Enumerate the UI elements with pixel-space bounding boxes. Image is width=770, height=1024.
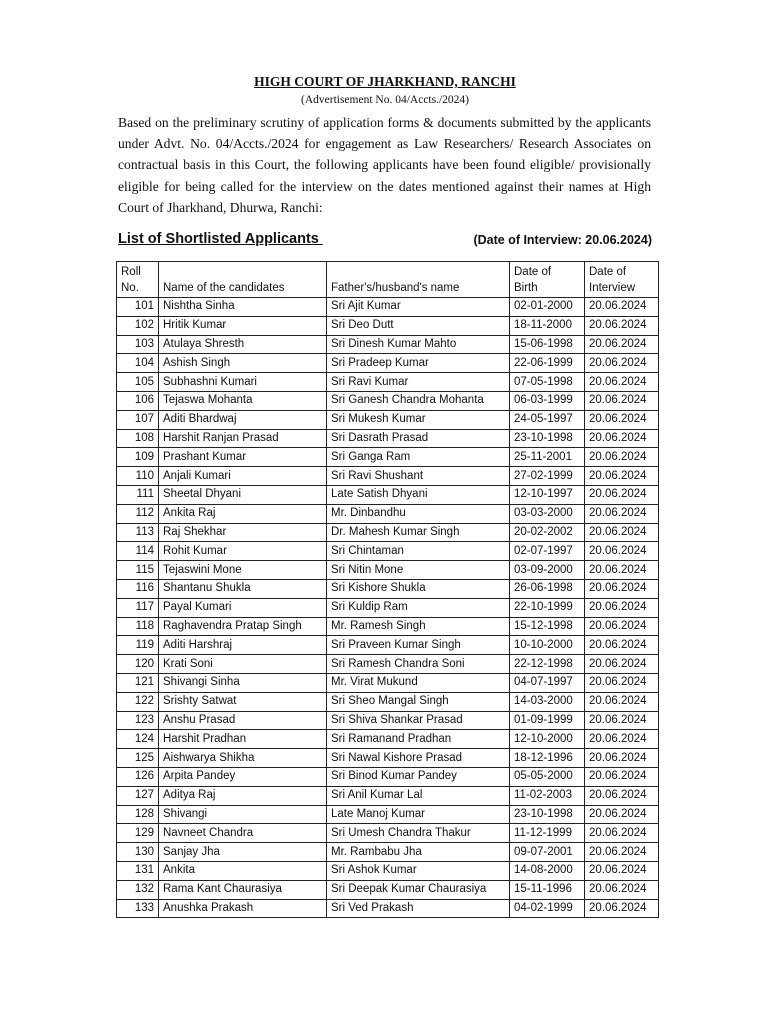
- table-row: [117, 861, 659, 880]
- cell-father-name: Sri Ravi Kumar: [327, 373, 510, 392]
- cell-date-of-interview: 20.06.2024: [585, 485, 659, 504]
- cell-date-of-birth: 15-12-1998: [510, 617, 585, 636]
- cell-date-of-birth: 12-10-2000: [510, 730, 585, 749]
- cell-date-of-interview: 20.06.2024: [585, 335, 659, 354]
- cell-candidate-name: Prashant Kumar: [159, 448, 327, 467]
- cell-candidate-name: Shivangi Sinha: [159, 673, 327, 692]
- interview-date: (Date of Interview: 20.06.2024): [473, 233, 652, 247]
- cell-date-of-birth: 18-11-2000: [510, 316, 585, 335]
- cell-date-of-birth: 27-02-1999: [510, 467, 585, 486]
- cell-father-name: Sri Kuldip Ram: [327, 598, 510, 617]
- table-row: [117, 523, 659, 542]
- cell-date-of-interview: 20.06.2024: [585, 767, 659, 786]
- cell-date-of-interview: 20.06.2024: [585, 598, 659, 617]
- cell-date-of-interview: 20.06.2024: [585, 861, 659, 880]
- cell-roll-no: 112: [117, 504, 159, 523]
- cell-date-of-interview: 20.06.2024: [585, 749, 659, 768]
- cell-roll-no: 127: [117, 786, 159, 805]
- table-row: [117, 711, 659, 730]
- cell-date-of-interview: 20.06.2024: [585, 786, 659, 805]
- cell-date-of-interview: 20.06.2024: [585, 561, 659, 580]
- cell-father-name: Sri Ved Prakash: [327, 899, 510, 918]
- cell-roll-no: 117: [117, 598, 159, 617]
- table-row: [117, 448, 659, 467]
- intro-paragraph: Based on the preliminary scrutiny of application forms & documents submitted by the applicants under Advt. No. 04/Accts./2024 for engagement as Law Researchers/ Research Associates on contractual basis in this Court, the following applicants have been found eligible/ provisionally eligible for being called for the interview on the dates mentioned against their names at High Court of Jharkhand, Dhurwa, Ranchi:: [118, 115, 651, 215]
- cell-candidate-name: Arpita Pandey: [159, 767, 327, 786]
- cell-roll-no: 118: [117, 617, 159, 636]
- cell-candidate-name: Tejaswa Mohanta: [159, 391, 327, 410]
- cell-candidate-name: Shantanu Shukla: [159, 579, 327, 598]
- cell-father-name: Mr. Dinbandhu: [327, 504, 510, 523]
- cell-roll-no: 120: [117, 655, 159, 674]
- header-date-of-birth: Date of Birth: [510, 262, 585, 298]
- cell-date-of-interview: 20.06.2024: [585, 711, 659, 730]
- cell-roll-no: 125: [117, 749, 159, 768]
- cell-father-name: Dr. Mahesh Kumar Singh: [327, 523, 510, 542]
- cell-roll-no: 109: [117, 448, 159, 467]
- cell-date-of-birth: 02-07-1997: [510, 542, 585, 561]
- cell-date-of-birth: 01-09-1999: [510, 711, 585, 730]
- cell-roll-no: 121: [117, 673, 159, 692]
- cell-roll-no: 107: [117, 410, 159, 429]
- cell-date-of-interview: 20.06.2024: [585, 880, 659, 899]
- cell-roll-no: 119: [117, 636, 159, 655]
- cell-father-name: Sri Ajit Kumar: [327, 298, 510, 317]
- cell-candidate-name: Hritik Kumar: [159, 316, 327, 335]
- cell-date-of-birth: 22-06-1999: [510, 354, 585, 373]
- cell-date-of-interview: 20.06.2024: [585, 373, 659, 392]
- cell-father-name: Sri Ganesh Chandra Mohanta: [327, 391, 510, 410]
- cell-father-name: Sri Umesh Chandra Thakur: [327, 824, 510, 843]
- table-row: [117, 636, 659, 655]
- cell-date-of-interview: 20.06.2024: [585, 354, 659, 373]
- cell-father-name: Mr. Rambabu Jha: [327, 843, 510, 862]
- cell-date-of-interview: 20.06.2024: [585, 410, 659, 429]
- cell-date-of-birth: 03-09-2000: [510, 561, 585, 580]
- cell-father-name: Sri Anil Kumar Lal: [327, 786, 510, 805]
- cell-date-of-interview: 20.06.2024: [585, 448, 659, 467]
- cell-date-of-interview: 20.06.2024: [585, 805, 659, 824]
- table-row: [117, 655, 659, 674]
- cell-father-name: Late Satish Dhyani: [327, 485, 510, 504]
- table-row: [117, 542, 659, 561]
- cell-roll-no: 101: [117, 298, 159, 317]
- cell-candidate-name: Srishty Satwat: [159, 692, 327, 711]
- cell-date-of-birth: 22-12-1998: [510, 655, 585, 674]
- table-row: [117, 298, 659, 317]
- cell-date-of-birth: 14-08-2000: [510, 861, 585, 880]
- cell-candidate-name: Shivangi: [159, 805, 327, 824]
- cell-roll-no: 103: [117, 335, 159, 354]
- cell-date-of-interview: 20.06.2024: [585, 316, 659, 335]
- cell-date-of-interview: 20.06.2024: [585, 579, 659, 598]
- cell-date-of-birth: 24-05-1997: [510, 410, 585, 429]
- cell-candidate-name: Sanjay Jha: [159, 843, 327, 862]
- table-row: [117, 730, 659, 749]
- cell-date-of-interview: 20.06.2024: [585, 824, 659, 843]
- cell-father-name: Sri Deepak Kumar Chaurasiya: [327, 880, 510, 899]
- cell-roll-no: 111: [117, 485, 159, 504]
- cell-date-of-interview: 20.06.2024: [585, 843, 659, 862]
- cell-father-name: Sri Sheo Mangal Singh: [327, 692, 510, 711]
- table-row: [117, 880, 659, 899]
- cell-roll-no: 130: [117, 843, 159, 862]
- cell-date-of-birth: 20-02-2002: [510, 523, 585, 542]
- cell-date-of-interview: 20.06.2024: [585, 298, 659, 317]
- cell-date-of-birth: 06-03-1999: [510, 391, 585, 410]
- cell-date-of-birth: 11-02-2003: [510, 786, 585, 805]
- cell-roll-no: 129: [117, 824, 159, 843]
- cell-father-name: Sri Pradeep Kumar: [327, 354, 510, 373]
- cell-roll-no: 122: [117, 692, 159, 711]
- court-title: HIGH COURT OF JHARKHAND, RANCHI: [254, 74, 516, 89]
- cell-roll-no: 133: [117, 899, 159, 918]
- cell-father-name: Sri Chintaman: [327, 542, 510, 561]
- cell-candidate-name: Aishwarya Shikha: [159, 749, 327, 768]
- table-row: [117, 485, 659, 504]
- cell-father-name: Late Manoj Kumar: [327, 805, 510, 824]
- cell-candidate-name: Payal Kumari: [159, 598, 327, 617]
- cell-date-of-interview: 20.06.2024: [585, 692, 659, 711]
- cell-date-of-birth: 23-10-1998: [510, 805, 585, 824]
- cell-candidate-name: Ankita: [159, 861, 327, 880]
- cell-father-name: Sri Ramanand Pradhan: [327, 730, 510, 749]
- cell-candidate-name: Subhashni Kumari: [159, 373, 327, 392]
- cell-candidate-name: Anjali Kumari: [159, 467, 327, 486]
- cell-date-of-birth: 11-12-1999: [510, 824, 585, 843]
- cell-candidate-name: Krati Soni: [159, 655, 327, 674]
- table-row: [117, 373, 659, 392]
- table-row: [117, 504, 659, 523]
- cell-date-of-birth: 25-11-2001: [510, 448, 585, 467]
- cell-father-name: Sri Mukesh Kumar: [327, 410, 510, 429]
- cell-roll-no: 104: [117, 354, 159, 373]
- cell-date-of-birth: 04-07-1997: [510, 673, 585, 692]
- cell-father-name: Sri Nawal Kishore Prasad: [327, 749, 510, 768]
- cell-father-name: Sri Ashok Kumar: [327, 861, 510, 880]
- cell-candidate-name: Navneet Chandra: [159, 824, 327, 843]
- cell-date-of-interview: 20.06.2024: [585, 429, 659, 448]
- cell-date-of-birth: 07-05-1998: [510, 373, 585, 392]
- cell-roll-no: 131: [117, 861, 159, 880]
- cell-date-of-birth: 14-03-2000: [510, 692, 585, 711]
- table-row: [117, 598, 659, 617]
- table-row: [117, 429, 659, 448]
- table-row: [117, 335, 659, 354]
- header-roll-no: Roll No.: [117, 262, 159, 298]
- cell-date-of-birth: 12-10-1997: [510, 485, 585, 504]
- cell-date-of-birth: 23-10-1998: [510, 429, 585, 448]
- cell-candidate-name: Anushka Prakash: [159, 899, 327, 918]
- cell-father-name: Sri Shiva Shankar Prasad: [327, 711, 510, 730]
- cell-date-of-interview: 20.06.2024: [585, 899, 659, 918]
- cell-date-of-interview: 20.06.2024: [585, 655, 659, 674]
- cell-date-of-interview: 20.06.2024: [585, 673, 659, 692]
- cell-candidate-name: Ashish Singh: [159, 354, 327, 373]
- table-row: [117, 617, 659, 636]
- cell-date-of-interview: 20.06.2024: [585, 617, 659, 636]
- list-heading: List of Shortlisted Applicants: [118, 231, 323, 247]
- cell-candidate-name: Rohit Kumar: [159, 542, 327, 561]
- cell-candidate-name: Raghavendra Pratap Singh: [159, 617, 327, 636]
- cell-father-name: Sri Ganga Ram: [327, 448, 510, 467]
- cell-candidate-name: Aditya Raj: [159, 786, 327, 805]
- table-row: [117, 410, 659, 429]
- cell-date-of-interview: 20.06.2024: [585, 730, 659, 749]
- cell-date-of-birth: 10-10-2000: [510, 636, 585, 655]
- cell-candidate-name: Nishtha Sinha: [159, 298, 327, 317]
- cell-father-name: Mr. Virat Mukund: [327, 673, 510, 692]
- cell-candidate-name: Aditi Harshraj: [159, 636, 327, 655]
- cell-candidate-name: Harshit Pradhan: [159, 730, 327, 749]
- header-date-of-interview: Date of Interview: [585, 262, 659, 298]
- cell-candidate-name: Sheetal Dhyani: [159, 485, 327, 504]
- cell-roll-no: 115: [117, 561, 159, 580]
- table-row: [117, 579, 659, 598]
- cell-candidate-name: Anshu Prasad: [159, 711, 327, 730]
- cell-candidate-name: Atulaya Shresth: [159, 335, 327, 354]
- cell-roll-no: 126: [117, 767, 159, 786]
- cell-roll-no: 102: [117, 316, 159, 335]
- cell-roll-no: 114: [117, 542, 159, 561]
- cell-roll-no: 106: [117, 391, 159, 410]
- table-row: [117, 843, 659, 862]
- cell-date-of-birth: 22-10-1999: [510, 598, 585, 617]
- cell-father-name: Sri Ramesh Chandra Soni: [327, 655, 510, 674]
- cell-candidate-name: Rama Kant Chaurasiya: [159, 880, 327, 899]
- cell-father-name: Mr. Ramesh Singh: [327, 617, 510, 636]
- table-row: [117, 467, 659, 486]
- table-row: [117, 561, 659, 580]
- cell-date-of-birth: 04-02-1999: [510, 899, 585, 918]
- cell-father-name: Sri Ravi Shushant: [327, 467, 510, 486]
- advertisement-number: (Advertisement No. 04/Accts./2024): [301, 94, 469, 106]
- cell-date-of-interview: 20.06.2024: [585, 636, 659, 655]
- cell-father-name: Sri Kishore Shukla: [327, 579, 510, 598]
- table-row: [117, 692, 659, 711]
- cell-father-name: Sri Binod Kumar Pandey: [327, 767, 510, 786]
- cell-date-of-birth: 26-06-1998: [510, 579, 585, 598]
- table-header-row: [117, 262, 659, 298]
- cell-date-of-birth: 15-11-1996: [510, 880, 585, 899]
- table-row: [117, 316, 659, 335]
- cell-roll-no: 123: [117, 711, 159, 730]
- cell-date-of-interview: 20.06.2024: [585, 391, 659, 410]
- table-row: [117, 767, 659, 786]
- cell-roll-no: 124: [117, 730, 159, 749]
- table-row: [117, 673, 659, 692]
- cell-date-of-interview: 20.06.2024: [585, 504, 659, 523]
- cell-date-of-interview: 20.06.2024: [585, 467, 659, 486]
- cell-father-name: Sri Praveen Kumar Singh: [327, 636, 510, 655]
- cell-father-name: Sri Deo Dutt: [327, 316, 510, 335]
- cell-candidate-name: Raj Shekhar: [159, 523, 327, 542]
- cell-roll-no: 132: [117, 880, 159, 899]
- table-row: [117, 824, 659, 843]
- cell-date-of-birth: 02-01-2000: [510, 298, 585, 317]
- table-row: [117, 391, 659, 410]
- cell-roll-no: 116: [117, 579, 159, 598]
- table-row: [117, 899, 659, 918]
- cell-candidate-name: Harshit Ranjan Prasad: [159, 429, 327, 448]
- cell-roll-no: 105: [117, 373, 159, 392]
- table-body: [117, 298, 659, 918]
- header-candidate-name: Name of the candidates: [159, 262, 327, 298]
- cell-date-of-birth: 18-12-1996: [510, 749, 585, 768]
- cell-date-of-birth: 05-05-2000: [510, 767, 585, 786]
- shortlist-table: [116, 261, 659, 918]
- table-row: [117, 805, 659, 824]
- cell-roll-no: 113: [117, 523, 159, 542]
- cell-date-of-interview: 20.06.2024: [585, 523, 659, 542]
- cell-candidate-name: Aditi Bhardwaj: [159, 410, 327, 429]
- cell-father-name: Sri Dasrath Prasad: [327, 429, 510, 448]
- cell-date-of-birth: 03-03-2000: [510, 504, 585, 523]
- cell-date-of-birth: 15-06-1998: [510, 335, 585, 354]
- cell-date-of-interview: 20.06.2024: [585, 542, 659, 561]
- cell-roll-no: 128: [117, 805, 159, 824]
- header-father-name: Father's/husband's name: [327, 262, 510, 298]
- cell-father-name: Sri Dinesh Kumar Mahto: [327, 335, 510, 354]
- cell-father-name: Sri Nitin Mone: [327, 561, 510, 580]
- cell-candidate-name: Ankita Raj: [159, 504, 327, 523]
- table-row: [117, 786, 659, 805]
- cell-date-of-birth: 09-07-2001: [510, 843, 585, 862]
- cell-roll-no: 108: [117, 429, 159, 448]
- cell-roll-no: 110: [117, 467, 159, 486]
- cell-candidate-name: Tejaswini Mone: [159, 561, 327, 580]
- table-row: [117, 749, 659, 768]
- table-row: [117, 354, 659, 373]
